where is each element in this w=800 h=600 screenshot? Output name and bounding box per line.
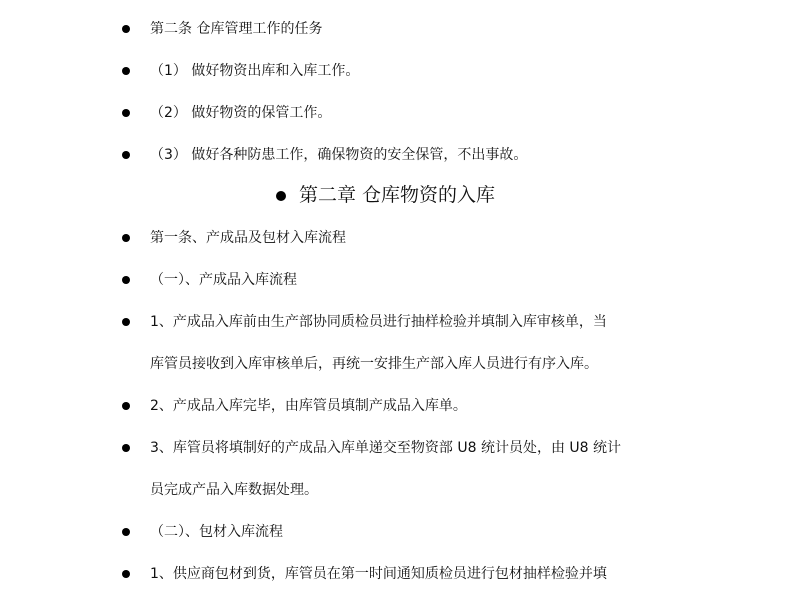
list-item-text: （3） 做好各种防患工作，确保物资的安全保管，不出事故。 (150, 147, 528, 163)
bullet-icon (122, 528, 130, 536)
list-item-text: （一）、产成品入库流程 (150, 272, 297, 288)
bullet-icon (122, 444, 130, 452)
list-item-text: 第一条、产成品及包材入库流程 (150, 230, 346, 246)
list-item-text: （二）、包材入库流程 (150, 524, 283, 540)
list-item-text: 1、产成品入库前由生产部协同质检员进行抽样检验并填制入库审核单，当 (150, 314, 607, 330)
chapter-heading (0, 183, 800, 207)
list-item-text: 2、产成品入库完毕，由库管员填制产成品入库单。 (150, 398, 467, 414)
list-item-text: 3、库管员将填制好的产成品入库单递交至物资部 U8 统计员处，由 U8 统计 (150, 440, 622, 456)
bullet-icon (122, 67, 130, 75)
list-item-text: 库管员接收到入库审核单后，再统一安排生产部入库人员进行有序入库。 (150, 356, 598, 372)
bullet-icon (122, 234, 130, 242)
list-item-text: 员完成产品入库数据处理。 (150, 482, 318, 498)
bullet-icon (122, 25, 130, 33)
chapter-heading-text: 第二章 仓库物资的入库 (299, 184, 496, 206)
list-item-text: （2） 做好物资的保管工作。 (150, 105, 332, 121)
bullet-icon (122, 109, 130, 117)
bullet-icon (122, 402, 130, 410)
bullet-icon (276, 191, 286, 201)
list-item-text: （1） 做好物资出库和入库工作。 (150, 63, 360, 79)
list-item-text: 第二条 仓库管理工作的任务 (150, 21, 323, 37)
bullet-icon (122, 318, 130, 326)
bullet-icon (122, 276, 130, 284)
list-item-text: 1、供应商包材到货，库管员在第一时间通知质检员进行包材抽样检验并填 (150, 566, 607, 582)
bullet-icon (122, 570, 130, 578)
bullet-icon (122, 151, 130, 159)
